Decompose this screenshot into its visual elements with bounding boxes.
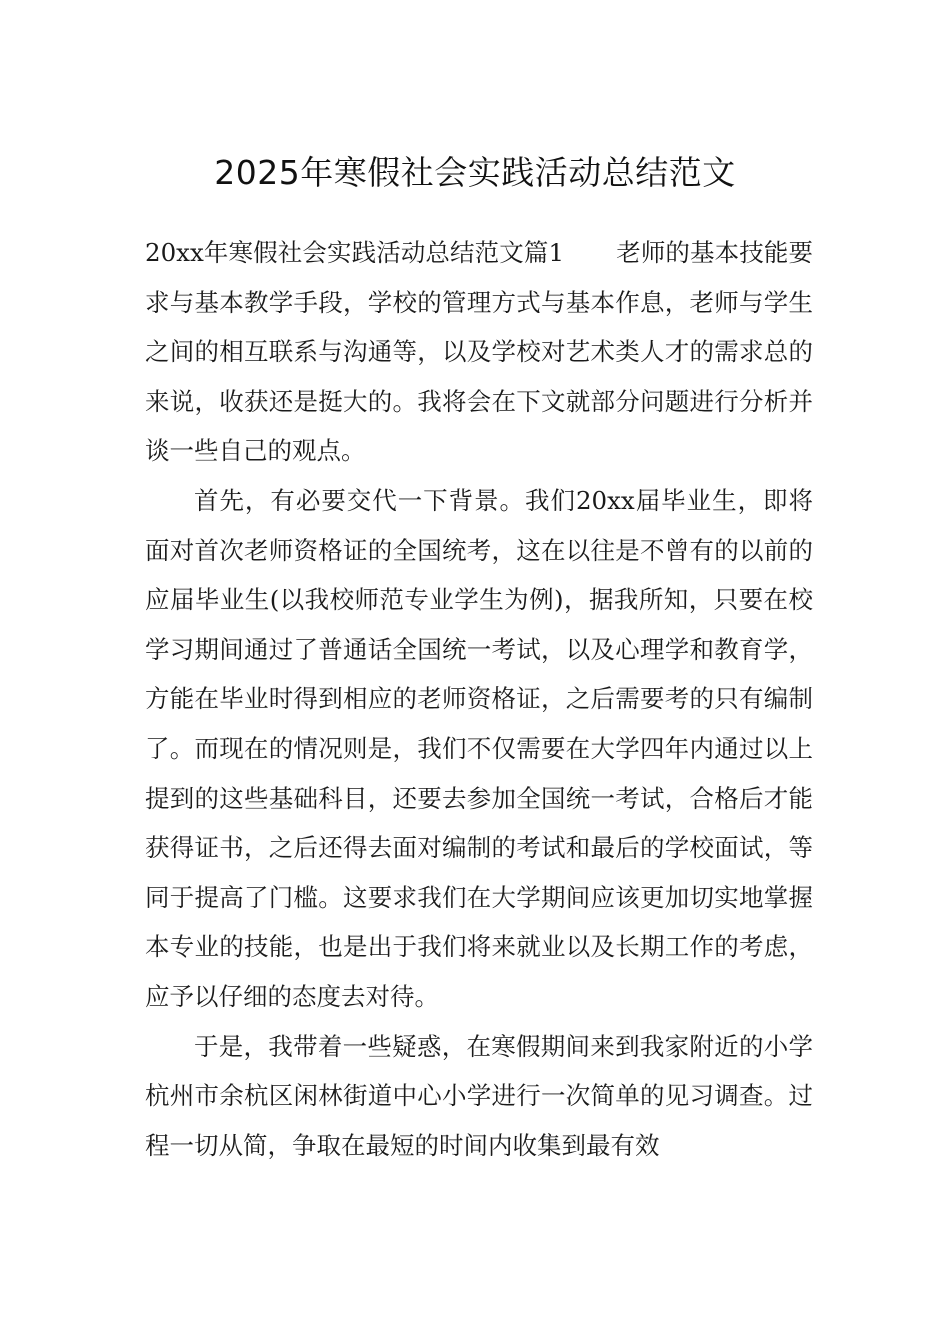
paragraph-3: 于是，我带着一些疑惑，在寒假期间来到我家附近的小学杭州市余杭区闲林街道中心小学进行一次简单的见习调查。过程一切从简，争取在最短的时间内收集到最有效 <box>145 1031 813 1160</box>
paragraph-2: 首先，有必要交代一下背景。我们20xx届毕业生，即将面对首次老师资格证的全国统考，这在以往是不曾有的以前的应届毕业生(以我校师范专业学生为例)，据我所知，只要在校学习期间通过了普通话全国统一考试，以及心理学和教育学，方能在毕业时得到相应的老师资格证，之后需要考的只有编制了。而现在的情况则是，我们不仅需要在大学四年内通过以上提到的这些基础科目，还要去参加全国统一考试，合格后才能获得证书，之后还得去面对编制的考试和最后的学校面试，等同于提高了门槛。这要求我们在大学期间应该更加切实地掌握本专业的技能，也是出于我们将来就业以及长期工作的考虑，应予以仔细的态度去对待。 <box>145 485 813 1011</box>
section-heading: 20xx年寒假社会实践活动总结范文篇1 <box>145 238 565 267</box>
document-title: 2025年寒假社会实践活动总结范文 <box>214 153 736 193</box>
paragraph-1-text: 老师的基本技能要求与基本教学手段，学校的管理方式与基本作息，老师与学生之间的相互联系与沟通等，以及学校对艺术类人才的需求总的来说，收获还是挺大的。我将会在下文就部分问题进行分析并谈一些自己的观点。 <box>145 238 813 466</box>
paragraph-1 <box>145 228 813 476</box>
document-body <box>145 228 813 1170</box>
